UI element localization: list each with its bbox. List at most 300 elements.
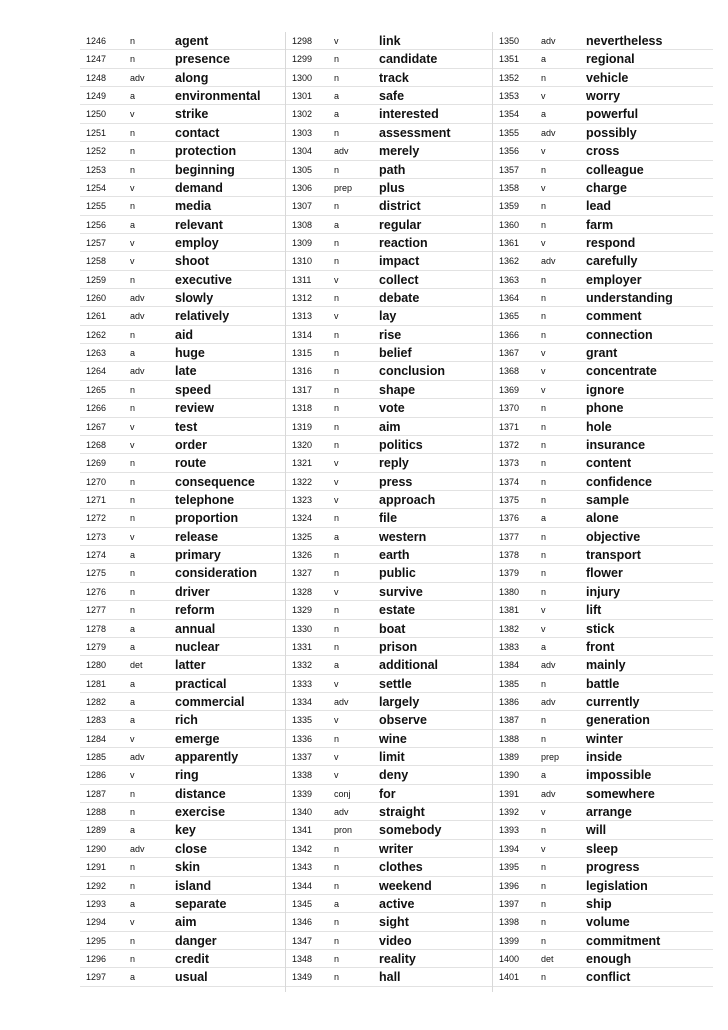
part-of-speech: v: [334, 770, 339, 781]
headword: danger: [175, 933, 217, 948]
headword: approach: [379, 492, 436, 507]
rank-number: 1265: [86, 384, 107, 395]
rank-number: 1297: [86, 972, 107, 983]
word-row: [80, 675, 285, 693]
word-row: [286, 748, 493, 766]
headword: contact: [175, 125, 220, 140]
rank-number: 1291: [86, 862, 107, 873]
rank-number: 1325: [292, 531, 313, 542]
word-row: [286, 528, 493, 546]
word-row: [286, 693, 493, 711]
part-of-speech: v: [541, 623, 546, 634]
headword: review: [175, 401, 214, 416]
headword: concentrate: [586, 364, 657, 379]
word-row: [286, 785, 493, 803]
headword: debate: [379, 291, 420, 306]
headword: beginning: [175, 162, 235, 177]
part-of-speech: n: [334, 641, 340, 652]
headword: presence: [175, 52, 230, 67]
word-row: [493, 913, 713, 931]
headword: objective: [586, 529, 641, 544]
headword: link: [379, 34, 401, 48]
headword: sleep: [586, 841, 618, 856]
headword: rise: [379, 327, 402, 342]
headword: file: [379, 511, 398, 526]
rank-number: 1316: [292, 366, 313, 377]
rank-number: 1248: [86, 72, 107, 83]
rank-number: 1374: [499, 476, 520, 487]
rank-number: 1278: [86, 623, 107, 634]
word-row: [286, 69, 493, 87]
word-row: [493, 730, 713, 748]
rank-number: 1386: [499, 696, 520, 707]
rank-number: 1329: [292, 605, 313, 616]
rank-number: 1377: [499, 531, 520, 542]
rank-number: 1397: [499, 898, 520, 909]
rank-number: 1320: [292, 439, 313, 450]
word-row: [493, 399, 713, 417]
headword: lead: [586, 199, 612, 214]
part-of-speech: v: [334, 458, 339, 469]
part-of-speech: n: [334, 623, 340, 634]
word-row: [286, 711, 493, 729]
headword: annual: [175, 621, 216, 636]
headword: huge: [175, 346, 205, 361]
headword: largely: [379, 694, 420, 709]
part-of-speech: v: [334, 494, 339, 505]
headword: sight: [379, 915, 409, 930]
part-of-speech: v: [334, 752, 339, 763]
word-row: [493, 601, 713, 619]
word-row: [493, 326, 713, 344]
part-of-speech: n: [541, 715, 547, 726]
headword: candidate: [379, 52, 438, 67]
part-of-speech: n: [130, 201, 136, 212]
part-of-speech: n: [541, 880, 547, 891]
rank-number: 1339: [292, 788, 313, 799]
part-of-speech: n: [541, 917, 547, 928]
word-row: [286, 491, 493, 509]
headword: inside: [586, 750, 623, 765]
word-row: [493, 675, 713, 693]
headword: plus: [379, 180, 405, 195]
rank-number: 1256: [86, 219, 107, 230]
rank-number: 1368: [499, 366, 520, 377]
rank-number: 1389: [499, 752, 520, 763]
word-row: [493, 142, 713, 160]
word-row: [286, 197, 493, 215]
headword: somebody: [379, 823, 442, 838]
part-of-speech: v: [130, 917, 135, 928]
rank-number: 1313: [292, 311, 313, 322]
rank-number: 1360: [499, 219, 520, 230]
headword: path: [379, 162, 406, 177]
word-row: [80, 638, 285, 656]
headword: colleague: [586, 162, 644, 177]
headword: insurance: [586, 437, 646, 452]
part-of-speech: n: [334, 329, 340, 340]
rank-number: 1260: [86, 293, 107, 304]
rank-number: 1254: [86, 182, 107, 193]
rank-number: 1288: [86, 807, 107, 818]
headword: charge: [586, 180, 627, 195]
part-of-speech: n: [334, 843, 340, 854]
part-of-speech: det: [541, 953, 554, 964]
headword: reality: [379, 951, 416, 966]
word-row: [80, 124, 285, 142]
part-of-speech: n: [541, 494, 547, 505]
part-of-speech: a: [541, 770, 547, 781]
part-of-speech: v: [541, 384, 546, 395]
headword: slowly: [175, 291, 214, 306]
part-of-speech: n: [130, 329, 136, 340]
part-of-speech: v: [541, 348, 546, 359]
part-of-speech: v: [130, 256, 135, 267]
rank-number: 1370: [499, 403, 520, 414]
rank-number: 1376: [499, 513, 520, 524]
rank-number: 1317: [292, 384, 313, 395]
headword: emerge: [175, 731, 220, 746]
part-of-speech: n: [334, 605, 340, 616]
rank-number: 1272: [86, 513, 107, 524]
headword: exercise: [175, 805, 226, 820]
word-row: [286, 307, 493, 325]
word-row: [80, 234, 285, 252]
rank-number: 1296: [86, 953, 107, 964]
word-row: [80, 307, 285, 325]
word-row: [286, 656, 493, 674]
rank-number: 1326: [292, 550, 313, 561]
rank-number: 1366: [499, 329, 520, 340]
part-of-speech: n: [334, 293, 340, 304]
part-of-speech: v: [541, 146, 546, 157]
word-row: [286, 473, 493, 491]
word-row: [493, 491, 713, 509]
part-of-speech: n: [130, 513, 136, 524]
word-row: [493, 105, 713, 123]
part-of-speech: a: [541, 109, 547, 120]
headword: writer: [379, 841, 414, 856]
word-row: [286, 344, 493, 362]
part-of-speech: n: [334, 421, 340, 432]
headword: sample: [586, 492, 630, 507]
part-of-speech: v: [334, 678, 339, 689]
part-of-speech: n: [334, 164, 340, 175]
part-of-speech: n: [541, 293, 547, 304]
rank-number: 1382: [499, 623, 520, 634]
rank-number: 1274: [86, 550, 107, 561]
headword: aid: [175, 327, 194, 342]
headword: protection: [175, 144, 237, 159]
headword: agent: [175, 34, 209, 48]
word-row: [493, 436, 713, 454]
word-row: [80, 399, 285, 417]
rank-number: 1261: [86, 311, 107, 322]
rank-number: 1400: [499, 953, 520, 964]
headword: regular: [379, 217, 422, 232]
part-of-speech: v: [334, 311, 339, 322]
rank-number: 1290: [86, 843, 107, 854]
headword: boat: [379, 621, 406, 636]
word-row: [80, 491, 285, 509]
rank-number: 1309: [292, 237, 313, 248]
headword: conflict: [586, 970, 631, 985]
rank-number: 1295: [86, 935, 107, 946]
word-row: [286, 968, 493, 986]
part-of-speech: n: [130, 935, 136, 946]
rank-number: 1398: [499, 917, 520, 928]
headword: impossible: [586, 768, 652, 783]
word-row: [286, 179, 493, 197]
word-row: [286, 289, 493, 307]
part-of-speech: v: [541, 605, 546, 616]
rank-number: 1292: [86, 880, 107, 891]
rank-number: 1391: [499, 788, 520, 799]
headword: clothes: [379, 860, 423, 875]
rank-number: 1344: [292, 880, 313, 891]
word-row: [80, 344, 285, 362]
rank-number: 1306: [292, 182, 313, 193]
word-row: [80, 601, 285, 619]
rank-number: 1255: [86, 201, 107, 212]
rank-number: 1275: [86, 568, 107, 579]
word-row: [80, 913, 285, 931]
part-of-speech: a: [130, 678, 136, 689]
headword: reform: [175, 603, 215, 618]
part-of-speech: n: [130, 384, 136, 395]
headword: island: [175, 878, 212, 893]
word-row: [493, 234, 713, 252]
word-row: [80, 840, 285, 858]
word-row: [286, 730, 493, 748]
word-row: [80, 583, 285, 601]
word-row: [493, 509, 713, 527]
part-of-speech: n: [130, 476, 136, 487]
word-row: [493, 821, 713, 839]
word-row: [286, 216, 493, 234]
headword: hole: [586, 419, 612, 434]
word-row: [286, 326, 493, 344]
headword: along: [175, 70, 209, 85]
part-of-speech: v: [130, 770, 135, 781]
part-of-speech: n: [130, 880, 136, 891]
rank-number: 1348: [292, 953, 313, 964]
headword: wine: [379, 731, 407, 746]
rank-number: 1383: [499, 641, 520, 652]
word-row: [80, 105, 285, 123]
word-row: [493, 50, 713, 68]
part-of-speech: n: [334, 733, 340, 744]
rank-number: 1257: [86, 237, 107, 248]
headword: latter: [175, 658, 206, 673]
headword: confidence: [586, 474, 652, 489]
headword: battle: [586, 676, 620, 691]
rank-number: 1327: [292, 568, 313, 579]
word-row: [80, 895, 285, 913]
part-of-speech: n: [334, 348, 340, 359]
rank-number: 1385: [499, 678, 520, 689]
part-of-speech: adv: [541, 36, 556, 46]
headword: press: [379, 474, 413, 489]
rank-number: 1304: [292, 146, 313, 157]
part-of-speech: n: [541, 72, 547, 83]
word-row: [286, 638, 493, 656]
rank-number: 1314: [292, 329, 313, 340]
rank-number: 1321: [292, 458, 313, 469]
headword: winter: [586, 731, 623, 746]
part-of-speech: a: [334, 109, 340, 120]
headword: transport: [586, 548, 641, 563]
part-of-speech: n: [541, 972, 547, 983]
headword: respond: [586, 235, 636, 250]
rank-number: 1357: [499, 164, 520, 175]
rank-number: 1393: [499, 825, 520, 836]
part-of-speech: v: [130, 237, 135, 248]
headword: ring: [175, 768, 199, 783]
word-column-3: [492, 32, 713, 992]
headword: nevertheless: [586, 34, 663, 48]
headword: speed: [175, 382, 212, 397]
headword: release: [175, 529, 219, 544]
headword: stick: [586, 621, 615, 636]
part-of-speech: v: [334, 586, 339, 597]
word-row: [80, 326, 285, 344]
part-of-speech: v: [130, 439, 135, 450]
rank-number: 1396: [499, 880, 520, 891]
word-row: [493, 381, 713, 399]
part-of-speech: n: [334, 513, 340, 524]
part-of-speech: n: [334, 127, 340, 138]
headword: somewhere: [586, 786, 655, 801]
rank-number: 1399: [499, 935, 520, 946]
headword: additional: [379, 658, 439, 673]
word-row: [286, 546, 493, 564]
rank-number: 1287: [86, 788, 107, 799]
part-of-speech: n: [334, 568, 340, 579]
part-of-speech: a: [130, 348, 136, 359]
rank-number: 1394: [499, 843, 520, 854]
part-of-speech: adv: [541, 660, 556, 671]
word-row: [80, 509, 285, 527]
rank-number: 1273: [86, 531, 107, 542]
part-of-speech: n: [334, 403, 340, 414]
part-of-speech: n: [541, 421, 547, 432]
rank-number: 1354: [499, 109, 520, 120]
part-of-speech: v: [541, 366, 546, 377]
word-row: [493, 344, 713, 362]
rank-number: 1294: [86, 917, 107, 928]
part-of-speech: n: [541, 898, 547, 909]
headword: ignore: [586, 382, 625, 397]
rank-number: 1369: [499, 384, 520, 395]
headword: test: [175, 419, 198, 434]
rank-number: 1388: [499, 733, 520, 744]
word-row: [493, 307, 713, 325]
headword: belief: [379, 346, 412, 361]
part-of-speech: n: [130, 862, 136, 873]
part-of-speech: n: [541, 201, 547, 212]
word-row: [493, 289, 713, 307]
rank-number: 1362: [499, 256, 520, 267]
rank-number: 1358: [499, 182, 520, 193]
headword: settle: [379, 676, 412, 691]
rank-number: 1323: [292, 494, 313, 505]
part-of-speech: adv: [130, 293, 145, 304]
word-row: [286, 87, 493, 105]
rank-number: 1337: [292, 752, 313, 763]
word-row: [286, 32, 493, 50]
word-row: [286, 161, 493, 179]
part-of-speech: v: [334, 715, 339, 726]
rank-number: 1311: [292, 274, 312, 285]
part-of-speech: a: [130, 715, 136, 726]
headword: driver: [175, 584, 210, 599]
rank-number: 1266: [86, 403, 107, 414]
rank-number: 1308: [292, 219, 313, 230]
headword: district: [379, 199, 421, 214]
headword: employer: [586, 272, 642, 287]
part-of-speech: n: [541, 439, 547, 450]
part-of-speech: v: [130, 109, 135, 120]
part-of-speech: v: [130, 182, 135, 193]
headword: primary: [175, 548, 221, 563]
part-of-speech: pron: [334, 825, 353, 836]
part-of-speech: a: [334, 898, 340, 909]
rank-number: 1268: [86, 439, 107, 450]
word-row: [286, 675, 493, 693]
word-row: [286, 877, 493, 895]
headword: arrange: [586, 805, 632, 820]
rank-number: 1347: [292, 935, 313, 946]
headword: progress: [586, 860, 640, 875]
part-of-speech: n: [130, 458, 136, 469]
part-of-speech: a: [130, 219, 136, 230]
word-row: [80, 766, 285, 784]
rank-number: 1331: [292, 641, 313, 652]
word-row: [80, 362, 285, 380]
word-row: [286, 509, 493, 527]
rank-number: 1359: [499, 201, 520, 212]
rank-number: 1322: [292, 476, 313, 487]
part-of-speech: n: [541, 476, 547, 487]
rank-number: 1303: [292, 127, 313, 138]
headword: separate: [175, 896, 227, 911]
headword: track: [379, 70, 409, 85]
rank-number: 1269: [86, 458, 107, 469]
part-of-speech: n: [541, 550, 547, 561]
rank-number: 1349: [292, 972, 313, 983]
part-of-speech: a: [541, 54, 547, 65]
word-row: [80, 730, 285, 748]
headword: late: [175, 364, 197, 379]
part-of-speech: a: [334, 531, 340, 542]
word-row: [286, 418, 493, 436]
part-of-speech: n: [130, 403, 136, 414]
part-of-speech: n: [130, 146, 136, 157]
part-of-speech: a: [130, 91, 136, 102]
rank-number: 1277: [86, 605, 107, 616]
part-of-speech: a: [334, 660, 340, 671]
headword: close: [175, 841, 207, 856]
rank-number: 1356: [499, 146, 520, 157]
headword: aim: [379, 419, 401, 434]
word-row: [80, 620, 285, 638]
word-column-1: [80, 32, 285, 992]
rank-number: 1263: [86, 348, 107, 359]
part-of-speech: v: [541, 237, 546, 248]
word-row: [80, 87, 285, 105]
word-row: [493, 932, 713, 950]
